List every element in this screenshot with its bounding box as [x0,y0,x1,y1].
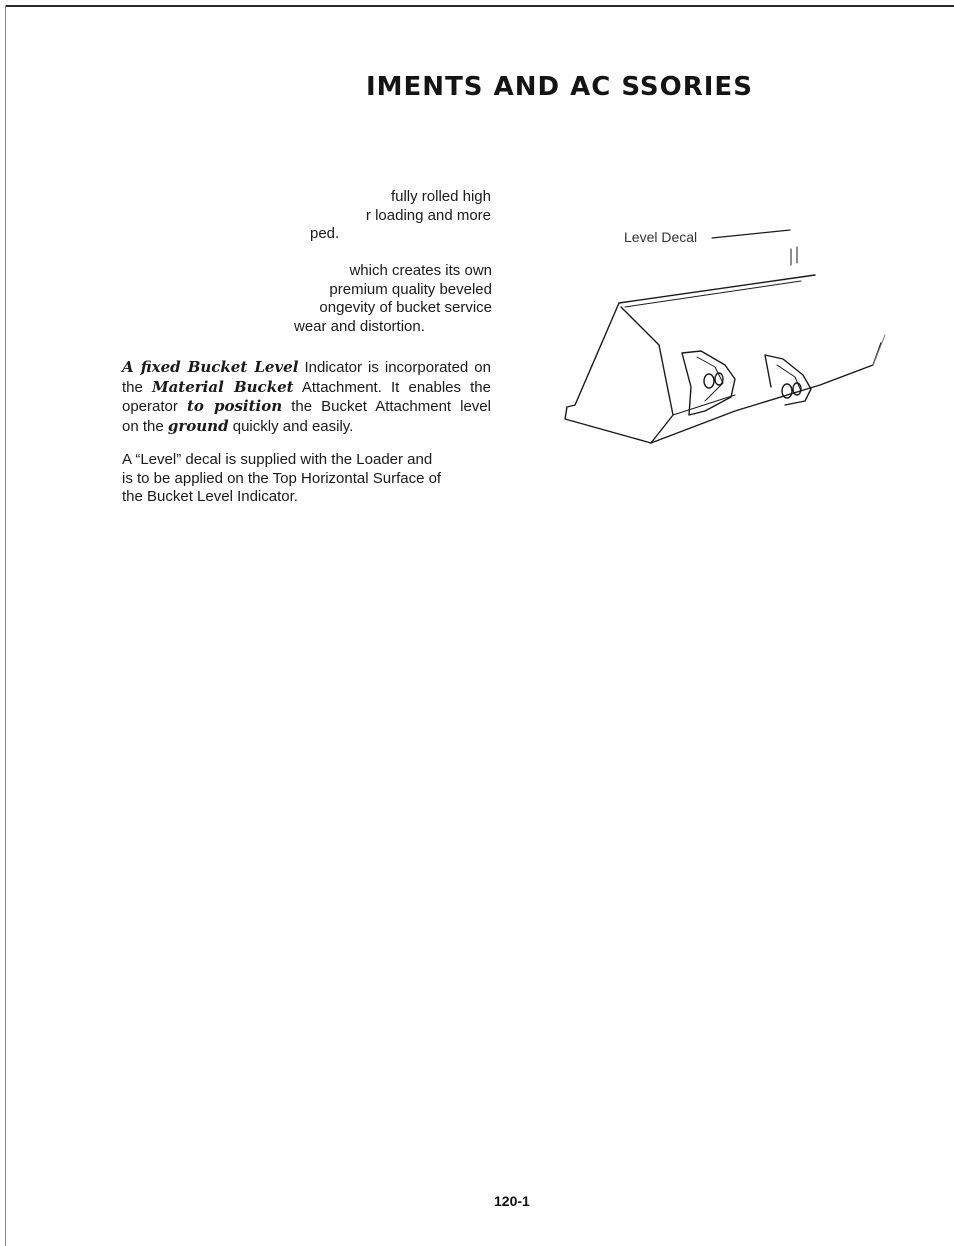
paragraph-1-line-1: fully rolled high [390,188,491,205]
mounting-bracket-left [682,351,735,415]
paragraph-3-line-1 [122,358,491,378]
mounting-bracket-left-inner [697,357,723,401]
handwritten-text: to position [186,397,283,415]
printed-text: Indicator is incorporated on [298,359,491,376]
level-decal-callout: Level Decal [624,229,698,245]
bucket-top-back [625,281,801,307]
handwritten-text: ground [167,416,229,435]
handwritten-text: A fixed Bucket Level [122,358,299,376]
paragraph-3-line-4 [122,417,491,437]
bucket-top-edge [619,275,815,303]
page-border-left [5,5,6,1246]
paragraph-3-line-2 [122,378,491,398]
printed-text: operator [122,398,187,415]
paragraph-2-line-4: wear and distortion. [294,317,425,335]
paragraph-4-line-2: is to be applied on the Top Horizontal Surface of [122,469,442,487]
bucket-inner-side [621,307,673,443]
paragraph-4 [122,451,491,507]
paragraph-2-line-3: ongevity of bucket service [319,299,492,316]
page-title: IMENTS AND AC SSORIES [366,72,753,102]
printed-text: on the [122,417,168,435]
callout-leader-line [712,230,790,238]
paragraph-3-line-3 [122,397,491,417]
bucket-back-line [673,395,735,415]
mounting-bracket-right-inner [777,365,801,391]
paragraph-3 [122,358,491,436]
bracket-pin-right-1 [782,384,792,398]
level-indicator-post [791,247,797,265]
printed-text: Attachment. It enables the [293,378,491,396]
printed-text: the [122,378,152,396]
printed-text: the Bucket Attachment level [282,398,491,415]
paragraph-1 [300,188,491,244]
printed-text: quickly and easily. [228,417,354,435]
page-number: 120-1 [494,1193,530,1209]
bucket-attachment-illustration [555,215,890,450]
paragraph-1-line-2: r loading and more [365,206,491,224]
paragraph-1-line-3: ped. [310,225,340,242]
handwritten-text: Material Bucket [151,377,294,396]
paragraph-2 [280,262,492,336]
paragraph-2-line-1: which creates its own [349,262,492,279]
bracket-pin-left-1 [704,374,714,388]
paragraph-4-line-1: A “Level” decal is supplied with the Loader and [122,451,433,468]
paragraph-2-line-2: premium quality beveled [329,280,492,298]
page-border-top [5,5,954,7]
paragraph-4-line-3: the Bucket Level Indicator. [122,488,298,505]
bucket-right-end [873,335,885,365]
